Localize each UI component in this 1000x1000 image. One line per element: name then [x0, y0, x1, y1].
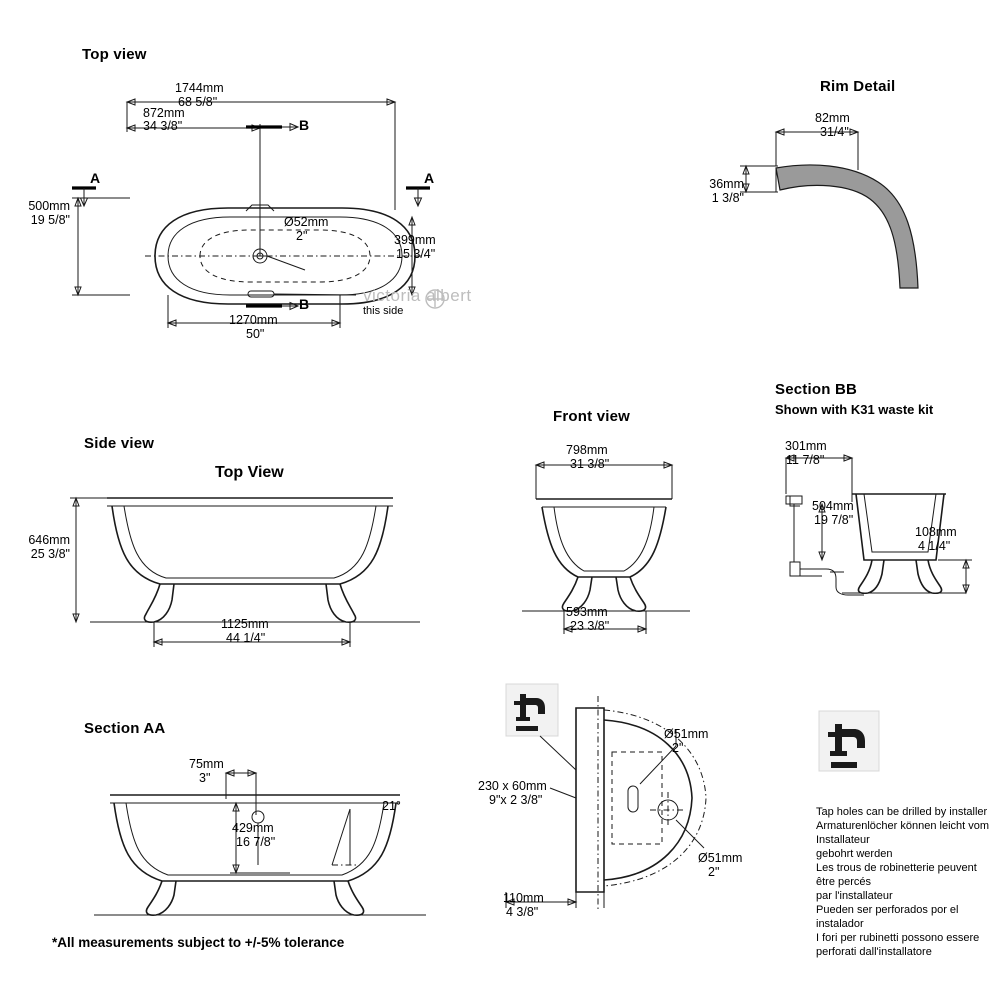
- section-a-left-label: A: [90, 170, 101, 186]
- top-length-in: 68 5/8": [178, 95, 218, 109]
- top-inner-length-in: 50": [246, 327, 265, 341]
- section-aa-title: Section AA: [84, 720, 166, 737]
- brand-mark-icon: [424, 288, 446, 310]
- waste-diameter-mm: Ø52mm: [284, 215, 329, 229]
- tap-hole-bottom-dia-mm: Ø51mm: [698, 851, 743, 865]
- front-width-mm: 798mm: [566, 443, 608, 457]
- side-height-mm: 646mm: [28, 533, 70, 547]
- top-inner-length-mm: 1270mm: [229, 313, 278, 327]
- tap-note-line-2: Armaturenlöcher können leicht vom Installateur: [816, 820, 990, 846]
- tap-platform-in: 9"x 2 3/8": [489, 793, 543, 807]
- side-height-in: 25 3/8": [30, 547, 70, 561]
- bb-offset-mm: 301mm: [785, 439, 827, 453]
- tap-note-line-4: Les trous de robinetterie peuvent être percés: [816, 862, 977, 888]
- bb-inner-depth-mm: 504mm: [812, 499, 854, 513]
- front-width-in: 31 3/8": [570, 457, 610, 471]
- tolerance-note: *All measurements subject to +/-5% tolerance: [52, 935, 345, 950]
- tap-hole-top-dia-mm: Ø51mm: [664, 727, 709, 741]
- front-foot-span-in: 23 3/8": [570, 619, 610, 633]
- top-width-mm: 500mm: [28, 199, 70, 213]
- tap-note-line-7: I fori per rubinetti possono essere: [816, 932, 980, 944]
- tap-note-line-3: gebohrt werden: [816, 848, 893, 860]
- this-side-label: this side: [363, 305, 404, 317]
- section-a-right-label: A: [424, 170, 435, 186]
- aa-rim-in: 3": [199, 771, 211, 785]
- bb-offset-in: 11 7/8": [786, 453, 825, 467]
- tap-hole-top-dia-in: 2": [672, 741, 684, 755]
- top-inner-width-mm: 399mm: [394, 233, 436, 247]
- top-width-in: 19 5/8": [30, 213, 70, 227]
- front-view-title: Front view: [553, 408, 631, 425]
- bb-foot-height-in: 4 1/4": [918, 539, 951, 553]
- bb-inner-depth-in: 19 7/8": [814, 513, 854, 527]
- rim-detail-title: Rim Detail: [820, 78, 896, 95]
- top-view-title: Top view: [82, 46, 147, 63]
- top-length-mm: 1744mm: [175, 81, 224, 95]
- section-bb-subtitle: Shown with K31 waste kit: [775, 402, 934, 417]
- bb-foot-height-mm: 108mm: [915, 525, 957, 539]
- rim-width-mm: 82mm: [815, 111, 850, 125]
- section-bb-title: Section BB: [775, 381, 858, 398]
- side-foot-span-in: 44 1/4": [226, 631, 266, 645]
- aa-depth-mm: 429mm: [232, 821, 274, 835]
- top-inner-width-in: 15 3/4": [396, 247, 436, 261]
- tap-platform-mm: 230 x 60mm: [478, 779, 547, 793]
- side-foot-span-mm: 1125mm: [221, 617, 269, 631]
- tap-note-line-6: Pueden ser perforados por el instalador: [816, 904, 959, 930]
- top-waste-offset-mm: 872mm: [143, 106, 185, 120]
- section-b-bottom-label: B: [299, 296, 310, 312]
- aa-angle: 21°: [382, 799, 401, 813]
- tap-base-offset-in: 4 3/8": [506, 905, 539, 919]
- front-foot-span-mm: 593mm: [566, 605, 608, 619]
- tap-note-icon: [818, 710, 880, 772]
- brand-watermark: victoria albert: [363, 286, 472, 305]
- rim-width-in: 31/4": [820, 125, 849, 139]
- aa-rim-mm: 75mm: [189, 757, 224, 771]
- rim-detail-drawing: [720, 120, 970, 300]
- side-view-title: Side view: [84, 435, 155, 452]
- side-view-inner-title: Top View: [215, 464, 284, 481]
- top-waste-offset-in: 34 3/8": [143, 119, 183, 133]
- aa-depth-in: 16 7/8": [236, 835, 276, 849]
- section-b-top-label: B: [299, 117, 310, 133]
- rim-height-in: 1 3/8": [711, 191, 744, 205]
- top-view-drawing: [50, 80, 470, 350]
- front-view-drawing: [500, 445, 720, 645]
- tap-hole-bottom-dia-in: 2": [708, 865, 720, 879]
- tap-note-text: [816, 805, 998, 959]
- rim-height-mm: 36mm: [709, 177, 744, 191]
- tap-note-line-5: par l'installateur: [816, 890, 893, 902]
- waste-diameter-in: 2": [296, 229, 308, 243]
- tap-base-offset-mm: 110mm: [503, 891, 544, 905]
- tap-note-line-1: Tap holes can be drilled by installer: [816, 806, 988, 818]
- tap-note-line-8: perforati dall'installatore: [816, 946, 932, 958]
